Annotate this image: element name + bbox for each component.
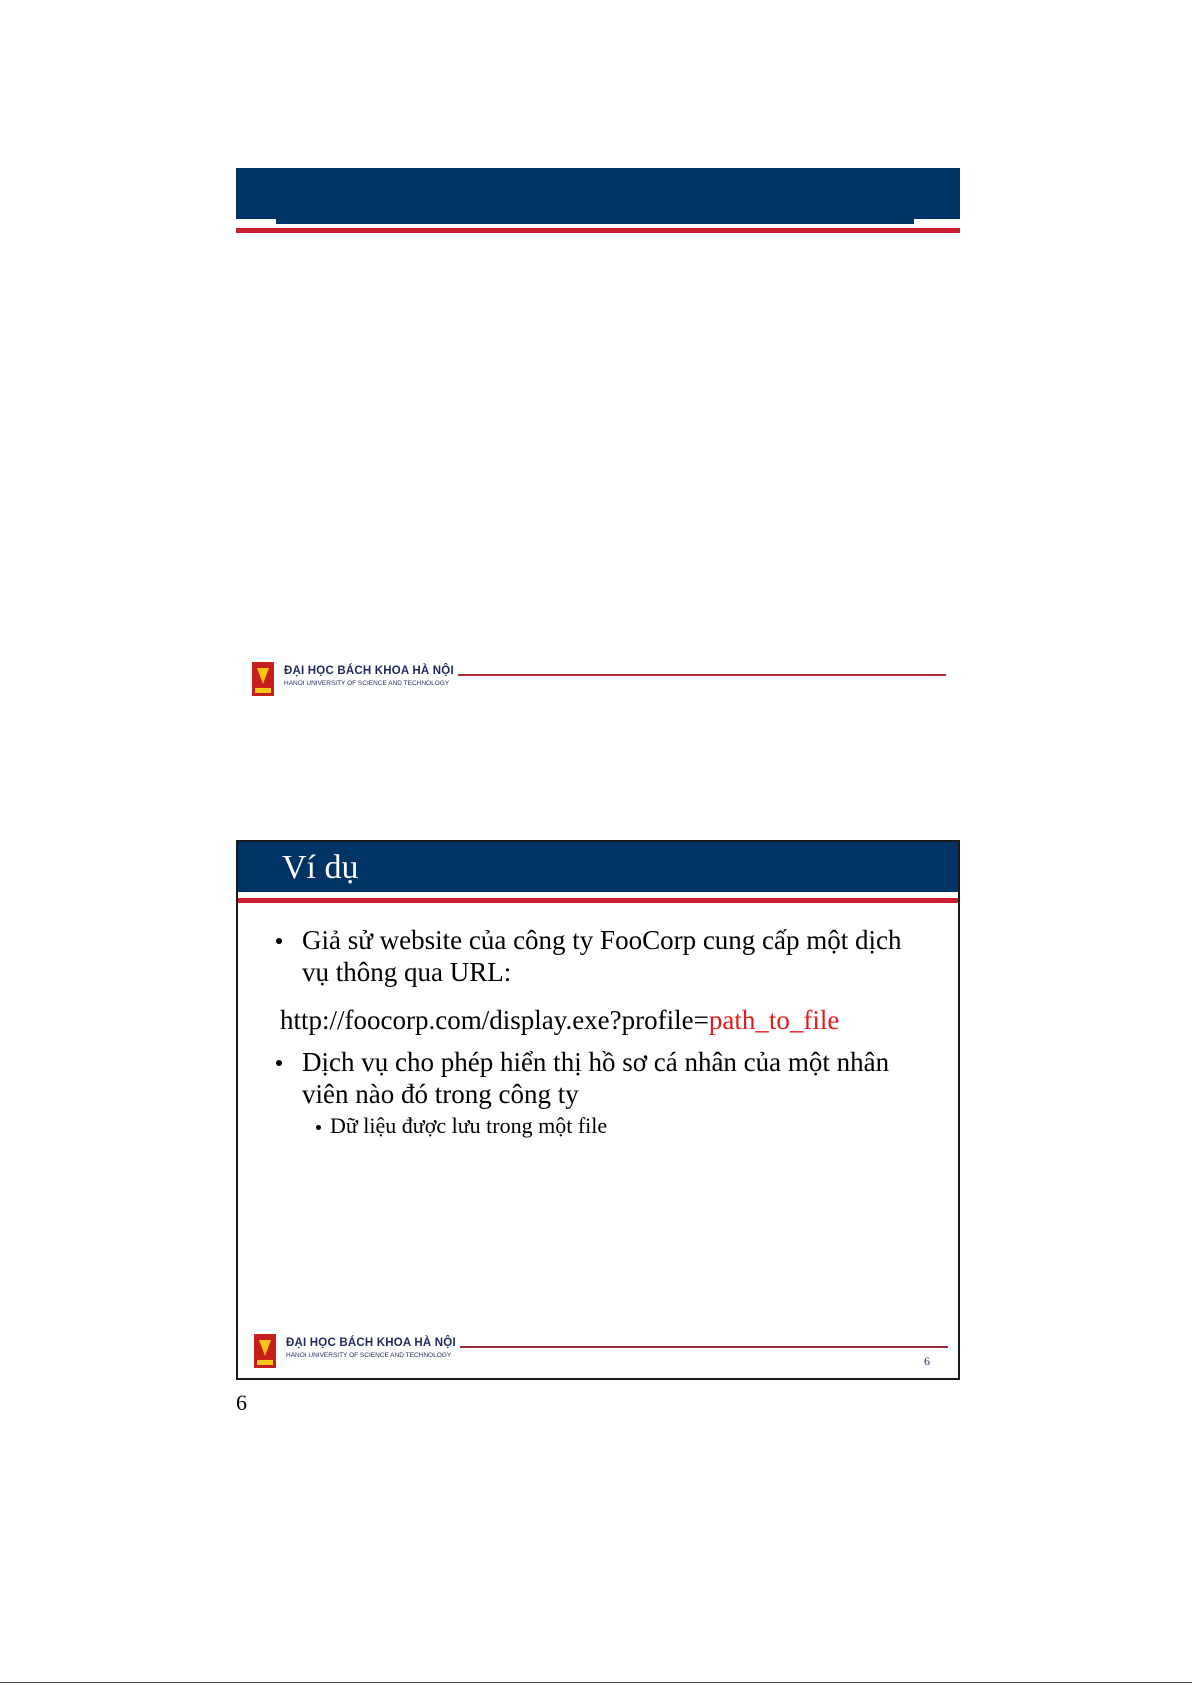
bullet-dot-icon — [316, 1125, 321, 1130]
title-bar — [238, 842, 958, 892]
url-example — [280, 1004, 839, 1036]
slide-footer — [252, 660, 942, 700]
university-name: ĐẠI HỌC BÁCH KHOA HÀ NỘI — [284, 665, 454, 677]
footer-rule — [458, 674, 946, 676]
title-underline — [236, 228, 960, 233]
university-name: ĐẠI HỌC BÁCH KHOA HÀ NỘI — [286, 1337, 456, 1349]
title-notch-left — [236, 219, 276, 224]
title-underline — [238, 898, 958, 903]
bullet-dot-icon — [276, 938, 282, 944]
slide-bottom — [236, 840, 960, 1380]
bullet-item — [276, 1046, 916, 1110]
url-param: path_to_file — [708, 1005, 840, 1035]
slide-footer — [254, 1332, 944, 1372]
university-name-en: HANOI UNIVERSITY OF SCIENCE AND TECHNOLOGY — [286, 1352, 452, 1359]
university-logo-icon — [254, 1334, 276, 1368]
bullet-text: Dịch vụ cho phép hiển thị hồ sơ cá nhân của một nhân viên nào đó trong công ty — [302, 1047, 890, 1109]
page-bottom-rule — [0, 1682, 1192, 1683]
university-logo-icon — [252, 662, 274, 696]
bullet-text: Giả sử website của công ty FooCorp cung cấp một dịch vụ thông qua URL: — [302, 925, 902, 987]
footer-rule — [460, 1346, 948, 1348]
sub-bullet-text: Dữ liệu được lưu trong một file — [330, 1113, 608, 1138]
slide-title: Ví dụ — [282, 849, 359, 886]
url-prefix: http://foocorp.com/display.exe?profile= — [280, 1005, 709, 1035]
slide-top — [236, 168, 960, 708]
title-notch-right — [914, 219, 960, 224]
page-number: 6 — [236, 1390, 247, 1415]
title-bar — [236, 168, 960, 224]
bullet-dot-icon — [276, 1060, 282, 1066]
university-name-en: HANOI UNIVERSITY OF SCIENCE AND TECHNOLOGY — [284, 680, 450, 687]
slide-number: 6 — [924, 1354, 930, 1368]
sub-bullet-item — [316, 1112, 607, 1140]
bullet-item — [276, 924, 916, 988]
